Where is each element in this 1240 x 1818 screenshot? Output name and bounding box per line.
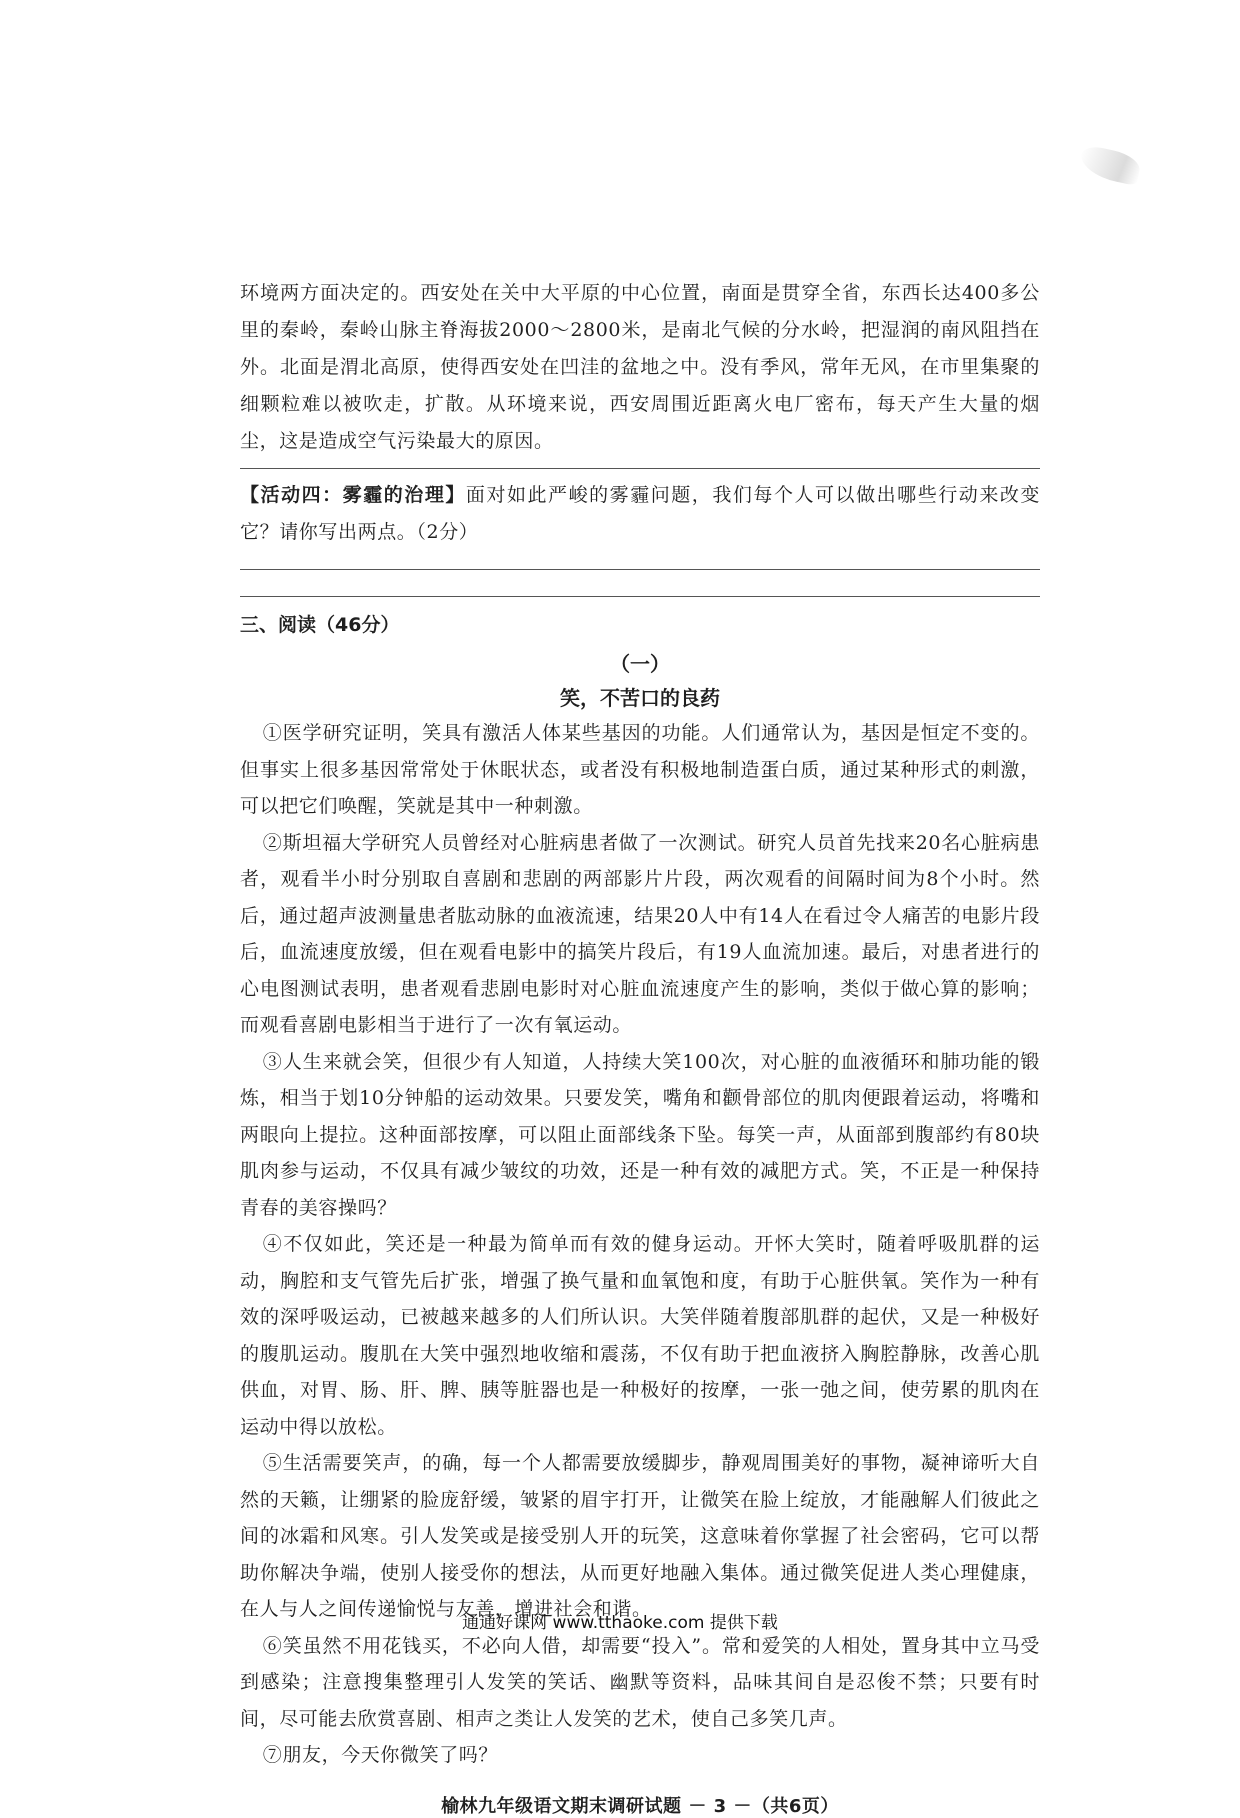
activity-label: 【活动四：雾霾的治理】 [240, 484, 466, 506]
page-content [240, 275, 1040, 1818]
article-paragraph-1: ①医学研究证明，笑具有激活人体某些基因的功能。人们通常认为，基因是恒定不变的。但事实上很多基因常常处于休眠状态，或者没有积极地制造蛋白质，通过某种形式的刺激，可以把它们唤醒，笑就是其中一种刺激。 [240, 722, 1040, 817]
activity-question [240, 477, 1040, 551]
article-paragraph-2: ②斯坦福大学研究人员曾经对心脏病患者做了一次测试。研究人员首先找来20名心脏病患者，观看半小时分别取自喜剧和悲剧的两部影片片段，两次观看的间隔时间为8个小时。然后，通过超声波测量患者肱动脉的血液流速，结果20人中有14人在看过令人痛苦的电影片段后，血流速度放缓，但在观看电影中的搞笑片段后，有19人血流加速。最后，对患者进行的心电图测试表明，患者观看悲剧电影时对心脏血流速度产生的影响，类似于做心算的影响；而观看喜剧电影相当于进行了一次有氧运动。 [240, 831, 1040, 1036]
article-number: （一） [610, 652, 670, 676]
continued-paragraph: 环境两方面决定的。西安处在关中大平原的中心位置，南面是贯穿全省，东西长达400多公里的秦岭，秦岭山脉主脊海拔2000～2800米，是南北气候的分水岭，把湿润的南风阻挡在外。北面是渭北高原，使得西安处在凹洼的盆地之中。没有季风，常年无风，在市里集聚的细颗粒难以被吹走，扩散。从环境来说，西安周围近距离火电厂密布，每天产生大量的烟尘，这是造成空气污染最大的原因。 [240, 282, 1040, 452]
article-paragraph-7: ⑦朋友，今天你微笑了吗？ [262, 1744, 498, 1766]
answer-line [240, 569, 1040, 570]
download-watermark: 通通好课网 www.tthaoke.com 提供下载 [462, 1613, 778, 1633]
answer-line [240, 596, 1040, 597]
article-paragraph-6: ⑥笑虽然不用花钱买，不必向人借，却需要“投入”。常和爱笑的人相处，置身其中立马受到感染；注意搜集整理引人发笑的笑话、幽默等资料，品味其间自是忍俊不禁；只要有时间，尽可能去欣赏喜剧、相声之类让人发笑的艺术，使自己多笑几声。 [240, 1634, 1040, 1730]
scan-corner-shadow [1078, 144, 1143, 186]
article-paragraph-3: ③人生来就会笑，但很少有人知道，人持续大笑100次，对心脏的血液循环和肺功能的锻炼，相当于划10分钟船的运动效果。只要发笑，嘴角和颧骨部位的肌肉便跟着运动，将嘴和两眼向上提拉。这种面部按摩，可以阻止面部线条下坠。每笑一声，从面部到腹部约有80块肌肉参与运动，不仅具有减少皱纹的功效，还是一种有效的减肥方式。笑，不正是一种保持青春的美容操吗？ [240, 1050, 1040, 1219]
answer-line [240, 468, 1040, 469]
section-title: 三、阅读（46分） [240, 614, 400, 636]
article-paragraph-5: ⑤生活需要笑声，的确，每一个人都需要放缓脚步，静观周围美好的事物，凝神谛听大自然的天籁，让绷紧的脸庞舒缓，皱紧的眉宇打开，让微笑在脸上绽放，才能融解人们彼此之间的冰霜和风寒。引人发笑或是接受别人开的玩笑，这意味着你掌握了社会密码，它可以帮助你解决争端，使别人接受你的想法，从而更好地融入集体。通过微笑促进人类心理健康，在人与人之间传递愉悦与友善，增进社会和谐。 [240, 1452, 1040, 1620]
page-footer: 榆林九年级语文期末调研试题 － 3 －（共6页） [441, 1795, 839, 1817]
article-paragraph-4: ④不仅如此，笑还是一种最为简单而有效的健身运动。开怀大笑时，随着呼吸肌群的运动，胸腔和支气管先后扩张，增强了换气量和血氧饱和度，有助于心脏供氧。笑作为一种有效的深呼吸运动，已被越来越多的人们所认识。大笑伴随着腹部肌群的起伏，又是一种极好的腹肌运动。腹肌在大笑中强烈地收缩和震荡，不仅有助于把血液挤入胸腔静脉，改善心肌供血，对胃、肠、肝、脾、胰等脏器也是一种极好的按摩，一张一弛之间，使劳累的肌肉在运动中得以放松。 [240, 1233, 1040, 1438]
activity-text: 面对如此严峻的雾霾问题，我们每个人可以做出哪些行动来改变它？请你写出两点。（2分） [240, 484, 1040, 543]
reading-article [240, 647, 1040, 1774]
article-title: 笑，不苦口的良药 [560, 686, 720, 710]
